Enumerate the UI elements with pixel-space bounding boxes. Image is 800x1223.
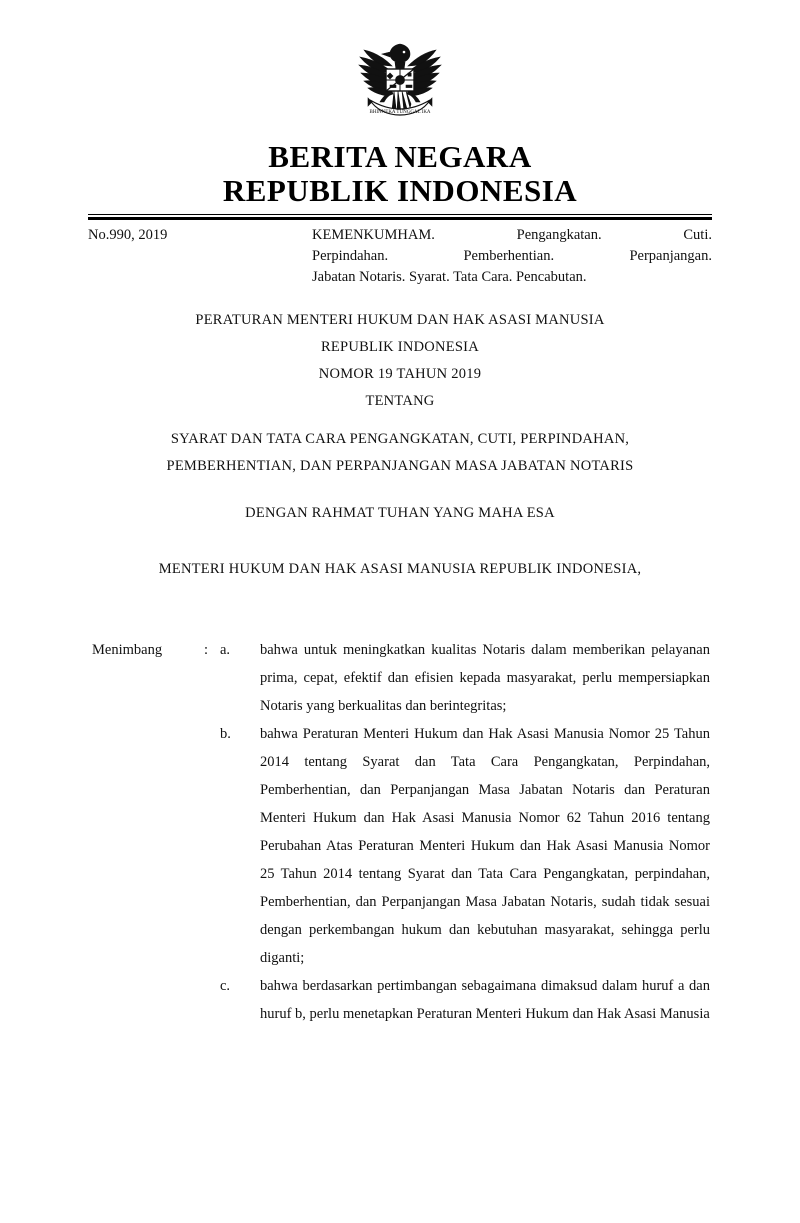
gazette-number: No.990, 2019 (88, 227, 168, 243)
gazette-keywords (312, 225, 712, 288)
considering-marker-a: a. (220, 642, 231, 658)
svg-text:BHINNEKA TUNGGAL IKA: BHINNEKA TUNGGAL IKA (369, 110, 431, 115)
invocation-text: DENGAN RAHMAT TUHAN YANG MAHA ESA (245, 505, 555, 521)
gazette-index-row (88, 225, 712, 288)
title-line-tentang: TENTANG (365, 393, 435, 409)
considering-text-a: bahwa untuk meningkatkan kualitas Notaris dalam memberikan pelayanan prima, cepat, efektif dan efisien kepada masyarakat, perlu mempersiapkan Notaris yang berkualitas dan berintegritas; (260, 642, 710, 714)
gazette-keywords-line-1: KEMENKUMHAM. Pengangkatan. Cuti. (312, 227, 712, 243)
considering-item-c (92, 972, 710, 1028)
considering-colon: : (204, 642, 209, 658)
considering-item-b (92, 720, 710, 972)
regulation-title-block (60, 307, 740, 480)
considering-item-a (92, 636, 710, 720)
considering-marker-b: b. (220, 726, 231, 742)
considering-label: Menimbang (92, 642, 163, 658)
title-line-subject-1: SYARAT DAN TATA CARA PENGANGKATAN, CUTI, PERPINDAHAN, (170, 431, 630, 447)
emblem-container (0, 32, 800, 136)
considering-text-b: bahwa Peraturan Menteri Hukum dan Hak Asasi Manusia Nomor 25 Tahun 2014 tentang Syarat dan Tata Cara Pengangkatan, Perpindahan, Pemberhentian, dan Perpanjangan Masa Jabatan Notaris dan Peraturan Menteri Hukum dan Hak Asasi Manusia Nomor 62 Tahun 2016 tentang Perubahan Atas Peraturan Menteri Hukum dan Hak Asasi Manusia Nomor 25 Tahun 2014 tentang Syarat dan Tata Cara Pengangkatan, perpindahan, Pemberhentian, dan Perpanjangan Masa Jabatan Notaris, sudah tidak sesuai dengan perkembangan hukum dan kebutuhan masyarakat, sehingga perlu diganti; (260, 726, 710, 966)
masthead-divider (88, 214, 712, 220)
masthead (0, 140, 800, 208)
title-line-republic: REPUBLIK INDONESIA (321, 339, 479, 355)
gazette-keywords-line-2: Perpindahan. Pemberhentian. Perpanjangan. (312, 248, 712, 264)
issuing-authority-text: MENTERI HUKUM DAN HAK ASASI MANUSIA REPUBLIK INDONESIA, (158, 561, 642, 577)
title-line-ministry: PERATURAN MENTERI HUKUM DAN HAK ASASI MANUSIA (195, 312, 605, 328)
garuda-pancasila-emblem (344, 32, 456, 136)
considering-text-c: bahwa berdasarkan pertimbangan sebagaimana dimaksud dalam huruf a dan huruf b, perlu menetapkan Peraturan Menteri Hukum dan Hak Asasi Manusia (260, 978, 710, 1022)
divider-thin-line (88, 214, 712, 215)
title-line-number: NOMOR 19 TAHUN 2019 (318, 366, 482, 382)
considering-section (92, 636, 710, 1028)
title-line-subject-2: PEMBERHENTIAN, DAN PERPANJANGAN MASA JABATAN NOTARIS (166, 458, 634, 474)
divider-thick-line (88, 217, 712, 220)
gazette-keywords-line-3: Jabatan Notaris. Syarat. Tata Cara. Pencabutan. (312, 269, 587, 285)
considering-marker-c: c. (220, 978, 231, 994)
masthead-line-republik-indonesia: REPUBLIK INDONESIA (222, 173, 578, 208)
masthead-line-berita-negara: BERITA NEGARA (268, 139, 532, 174)
